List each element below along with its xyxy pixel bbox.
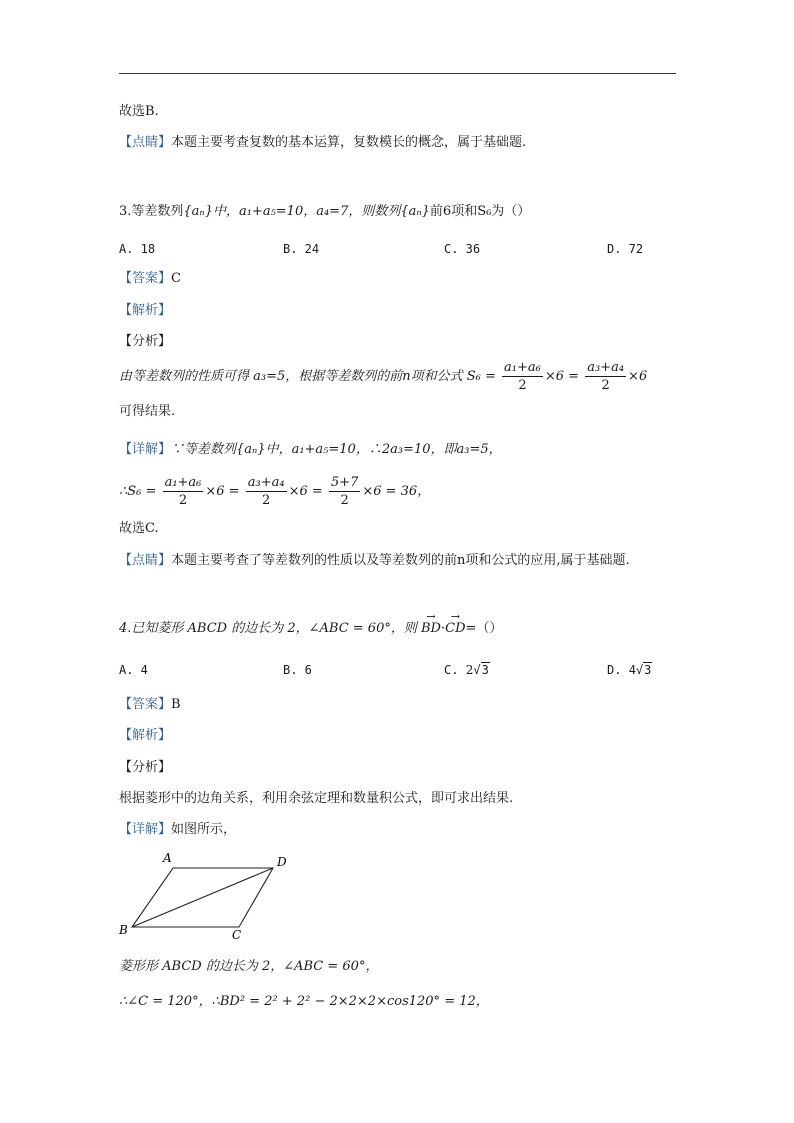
q3-fenxi-tag: 【分析】 bbox=[119, 334, 172, 349]
dianjing-prev: 【点睛】本题主要考查复数的基本运算，复数模长的概念，属于基础题. bbox=[119, 135, 527, 150]
q4-xiangjie-2: 菱形形 ABCD 的边长为 2，∠ABC = 60°， bbox=[119, 959, 379, 974]
q3-fenxi-formula: 由等差数列的性质可得 a₃=5，根据等差数列的前n项和公式 S₆ = $\frac{\text{a₁+a₆}}{2}$ ×6 = $\frac{\text{a₃+a₄}}{2}$ ×6 bbox=[119, 360, 648, 393]
label-c: C bbox=[232, 928, 242, 942]
conclusion-line: 故选B. bbox=[119, 104, 159, 119]
label-a: A bbox=[163, 851, 172, 865]
q3-option-a: A. 18 bbox=[119, 242, 156, 256]
q3-fenxi-result: 可得结果. bbox=[119, 404, 176, 419]
label-d: D bbox=[277, 855, 287, 869]
q3-jiexi-tag: 【解析】 bbox=[119, 303, 172, 318]
q3-option-c: C. 36 bbox=[444, 242, 481, 256]
q3-xiangjie-2: ∴S₆ = $\frac{\text{a₁+a₆}}{2}$ ×6 = $\frac{\text{a₃+a₄}}{2}$ ×6 = $\frac{5+7}{2}$ ×6 = 36， bbox=[119, 475, 431, 508]
q3-dianjing: 【点睛】本题主要考查了等差数列的性质以及等差数列的前n项和公式的应用,属于基础题. bbox=[119, 553, 630, 568]
q4-option-d: D. 4√3 bbox=[607, 663, 652, 677]
q4-xiangjie-1: 【详解】如图所示， bbox=[119, 822, 237, 837]
q3-select: 故选C. bbox=[119, 521, 159, 536]
q4-jiexi-tag: 【解析】 bbox=[119, 728, 172, 743]
q3-option-d: D. 72 bbox=[607, 242, 644, 256]
q4-answer: 【答案】B bbox=[119, 697, 181, 712]
q4-stem: 4.已知菱形 ABCD 的边长为 2，∠ABC = 60°，则 → BD·→ CD=（） bbox=[119, 620, 502, 638]
q4-option-a: A. 4 bbox=[119, 663, 148, 677]
q3-xiangjie-1: 【详解】∵等差数列{aₙ}中，a₁+a₅=10，∴2a₃=10，即a₃=5， bbox=[119, 442, 502, 457]
q4-option-c: C. 2√3 bbox=[444, 663, 489, 677]
vector-cd: → CD bbox=[445, 620, 465, 638]
label-b: B bbox=[119, 923, 128, 937]
rhombus-figure bbox=[115, 848, 295, 943]
q4-fenxi: 根据菱形中的边角关系，利用余弦定理和数量积公式，即可求出结果. bbox=[119, 791, 514, 806]
q3-stem: 3.等差数列{aₙ}中，a₁+a₅=10，a₄=7，则数列{aₙ}前6项和S₆为（） bbox=[119, 204, 531, 219]
q3-answer: 【答案】C bbox=[119, 271, 181, 286]
q3-option-b: B. 24 bbox=[283, 242, 320, 256]
q4-xiangjie-3: ∴∠C = 120°，∴BD² = 2² + 2² − 2×2×2×cos120° = 12， bbox=[119, 994, 489, 1009]
q4-option-b: B. 6 bbox=[283, 663, 312, 677]
dianjing-tag: 【点睛】 bbox=[119, 135, 172, 150]
vector-bd: → BD bbox=[421, 620, 441, 638]
header-rule bbox=[119, 73, 676, 74]
q4-fenxi-tag: 【分析】 bbox=[119, 760, 172, 775]
